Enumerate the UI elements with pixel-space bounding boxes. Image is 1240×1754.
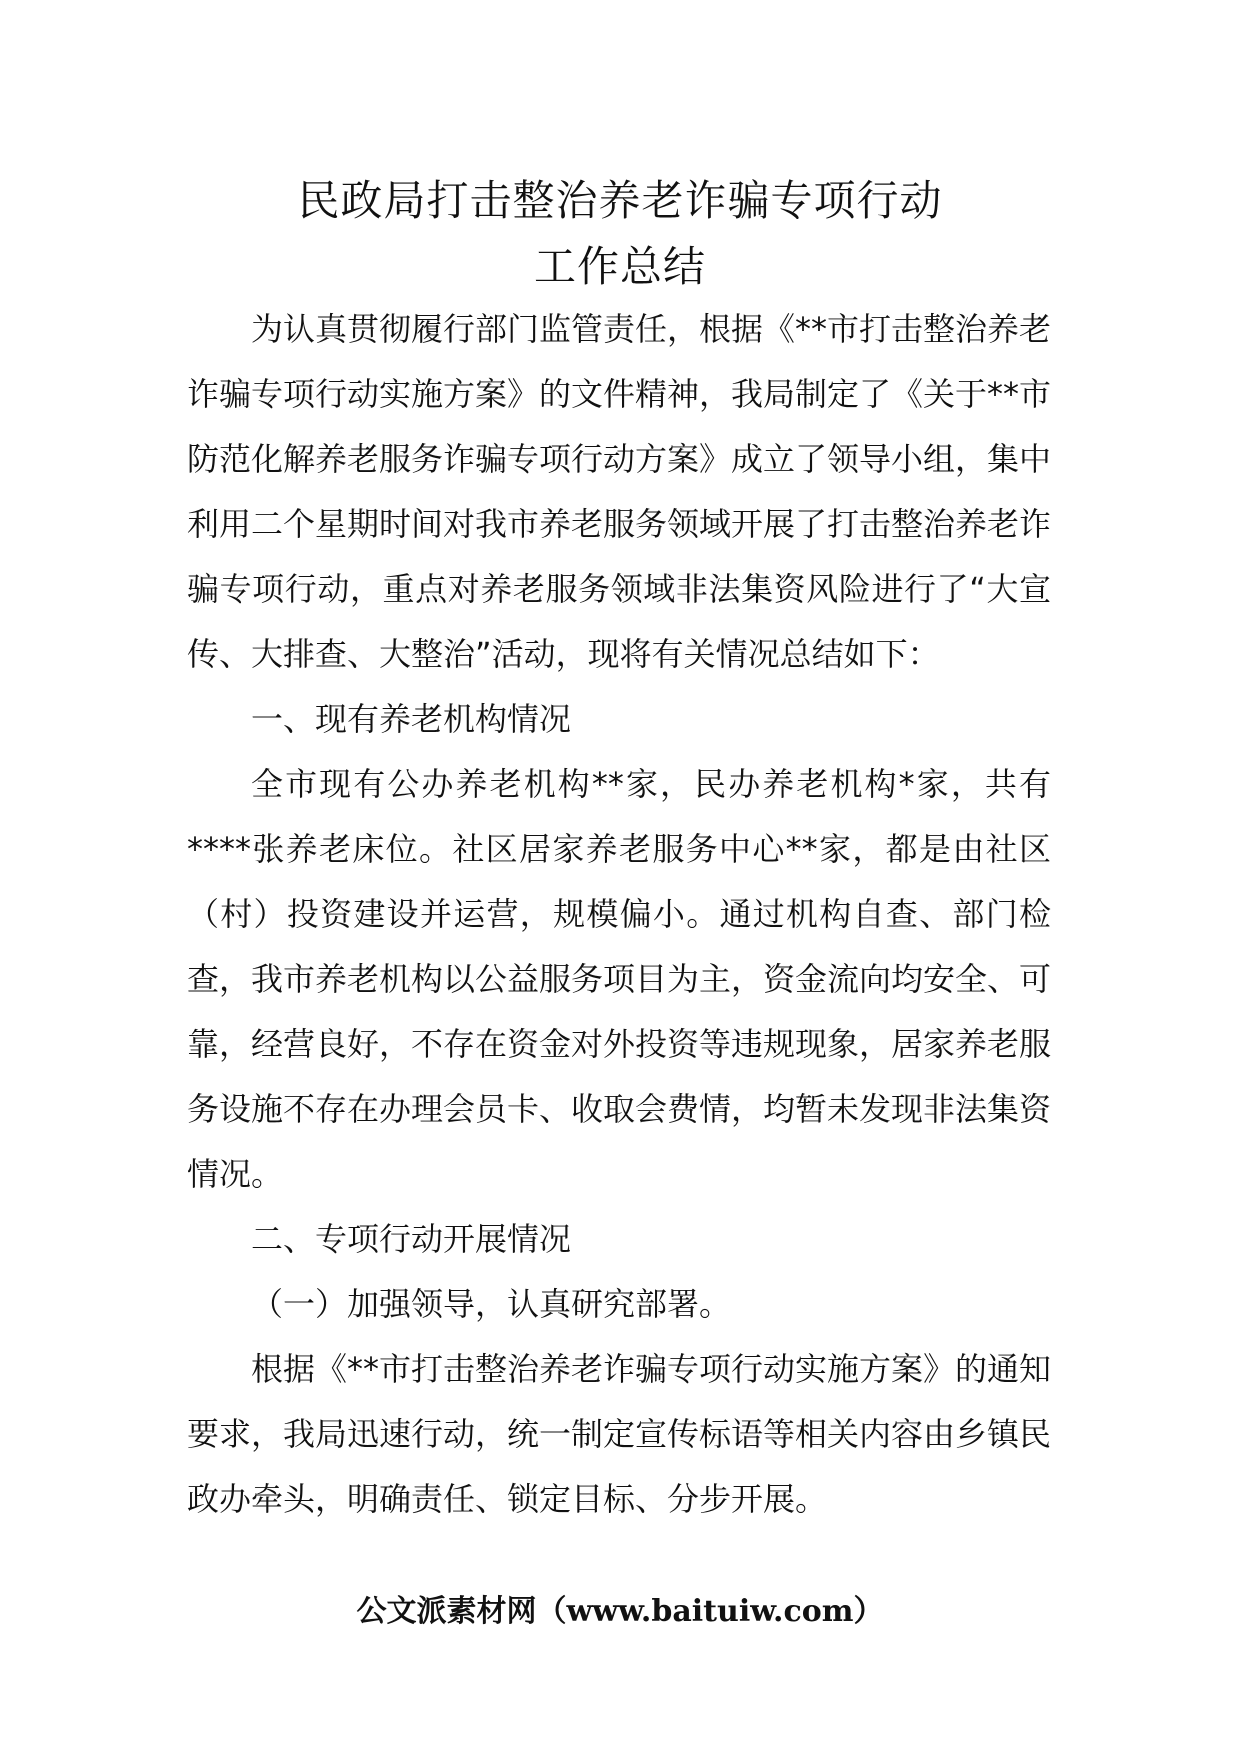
source-watermark-footer: 公文派素材网（www.baituiw.com） (356, 1594, 884, 1629)
document-title-line-1: 民政局打击整治养老诈骗专项行动 (297, 176, 943, 225)
section-heading-1: 一、现有养老机构情况 (251, 700, 572, 738)
intro-paragraph: 为认真贯彻履行部门监管责任，根据《**市打击整治养老诈骗专项行动实施方案》的文件精神，我局制定了《关于**市防范化解养老服务诈骗专项行动方案》成立了领导小组，集中利用二个星期时间对我市养老服务领域开展了打击整治养老诈骗专项行动，重点对养老服务领域非法集资风险进行了“大宣传、大排查、大整治”活动，现将有关情况总结如下： (187, 310, 1052, 673)
subsection-heading-1: （一）加强领导，认真研究部署。 (251, 1285, 732, 1323)
section-heading-2: 二、专项行动开展情况 (251, 1220, 572, 1258)
section-1-paragraph: 全市现有公办养老机构**家，民办养老机构*家，共有****张养老床位。社区居家养老服务中心**家，都是由社区（村）投资建设并运营，规模偏小。通过机构自查、部门检查，我市养老机构以公益服务项目为主，资金流向均安全、可靠，经营良好，不存在资金对外投资等违规现象，居家养老服务设施不存在办理会员卡、收取会费情，均暂未发现非法集资情况。 (187, 765, 1052, 1193)
subsection-1-paragraph: 根据《**市打击整治养老诈骗专项行动实施方案》的通知要求，我局迅速行动，统一制定宣传标语等相关内容由乡镇民政办牵头，明确责任、锁定目标、分步开展。 (187, 1350, 1052, 1518)
document-body (187, 297, 1051, 1532)
document-title-line-2: 工作总结 (533, 242, 706, 291)
